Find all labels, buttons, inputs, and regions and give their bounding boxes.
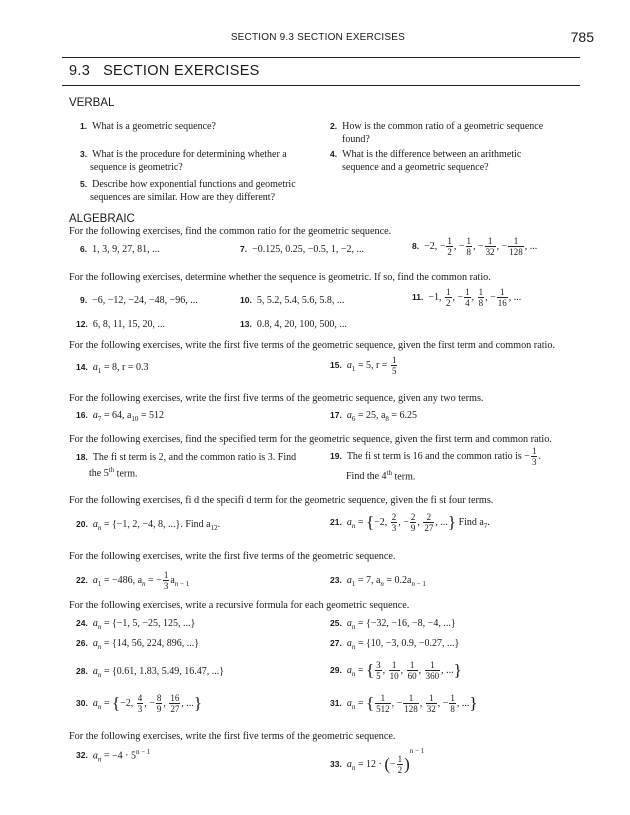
section-number: 9.3 [69, 63, 91, 79]
exercise-6: 6. 1, 3, 9, 27, 81, ... [80, 244, 160, 255]
exercise-30: 30. $a_n = \{-2$, $\frac{4}{3}$ , − $\frac{8}{9}$ , $\frac{16}{27}$ , ...} [76, 693, 203, 714]
exercise-14: 14. $a_1 = 8$, r = 0.3 [76, 362, 149, 375]
running-header [0, 29, 630, 48]
exercise-13: 13. 0.8, 4, 20, 100, 500, ... [240, 319, 347, 330]
title-rule [62, 85, 580, 86]
instruction-4: For the following exercises, write the first five terms of the geometric sequence, given any two terms. [69, 393, 484, 404]
exercise-22: 22. $a_1 = -486$, $a_n$ = − $\frac{1}{3}$ $a_{n - 1}$ [76, 570, 190, 591]
exercise-1: 1. What is a geometric sequence? [80, 121, 216, 132]
exercise-12: 12. 6, 8, 11, 15, 20, ... [76, 319, 165, 330]
instruction-9: For the following exercises, write the first five terms of the geometric sequence. [69, 731, 396, 742]
instruction-1: For the following exercises, find the common ratio for the geometric sequence. [69, 226, 392, 237]
exercise-15: 15. $a_1 = 5$, r = $\frac{1}{5}$ [330, 355, 397, 376]
exercise-27: 27. $a_n = \{10$, −3, 0.9, −0.27, ...} [330, 638, 460, 651]
header-rule [62, 57, 580, 58]
exercise-10: 10. 5, 5.2, 5.4, 5.6, 5.8, ... [240, 295, 345, 306]
exercise-19: 19. The fi st term is 16 and the common ratio is − $\frac{1}{3}$ . Find the 4th term. [330, 446, 541, 483]
page-number: 785 [570, 29, 594, 45]
exercise-5: 5. Describe how exponential functions and geometric sequences are similar. How are they different? [80, 179, 296, 203]
instruction-5: For the following exercises, find the specified term for the geometric sequence, given the first term and common ratio. [69, 434, 552, 445]
exercise-4: 4. What is the difference between an arithmetic sequence and a geometric sequence? [330, 149, 522, 173]
instruction-2: For the following exercises, determine whether the sequence is geometric. If so, find the common ratio. [69, 272, 491, 283]
exercise-31: 31. $a_n$ = { $\frac{1}{512}$ , − $\frac{1}{128}$ , $\frac{1}{32}$ , − $\frac{1}{8}$ , ...} [330, 693, 478, 714]
exercise-3: 3. What is the procedure for determining whether a sequence is geometric? [80, 149, 287, 173]
exercise-24: 24. $a_n = \{-1$, 5, −25, 125, ...} [76, 618, 196, 631]
exercise-7: 7. −0.125, 0.25, −0.5, 1, −2, ... [240, 244, 365, 255]
exercise-9: 9. −6, −12, −24, −48, −96, ... [80, 295, 198, 306]
exercise-25: 25. $a_n = \{-32$, −16, −8, −4, ...} [330, 618, 456, 631]
instruction-8: For the following exercises, write a recursive formula for each geometric sequence. [69, 600, 410, 611]
instruction-6: For the following exercises, fi d the specifi d term for the geometric sequence, given the fi st four terms. [69, 495, 494, 506]
exercise-29: 29. $a_n$ = { $\frac{3}{5}$ , $\frac{1}{10}$ , $\frac{1}{60}$ , $\frac{1}{360}$ , ...} [330, 660, 462, 681]
exercise-21: 21. $a_n = \{-2$, $\frac{2}{3}$ , − $\frac{2}{9}$ , $\frac{2}{27}$ , ...} Find $a_7$. [330, 512, 490, 533]
exercise-2: 2. How is the common ratio of a geometric sequence found? [330, 121, 544, 145]
section-title: SECTION EXERCISES [103, 63, 260, 79]
exercise-11: 11. −1, $\frac{1}{2}$ , − $\frac{1}{4}$ , $\frac{1}{8}$ , − $\frac{1}{16}$ , ... [412, 287, 522, 308]
exercise-8: 8. −2, − $\frac{1}{2}$ , − $\frac{1}{8}$ , − $\frac{1}{32}$ , − $\frac{1}{128}$ , ... [412, 236, 538, 257]
instruction-3: For the following exercises, write the first five terms of the geometric sequence, given the first term and common ratio. [69, 340, 556, 351]
exercise-23: 23. $a_1 = 7$, $a_n = 0.2a_{n - 1}$ [330, 575, 426, 588]
exercise-32: 32. $a_n = -4 \cdot 5^{n - 1}$ [76, 748, 151, 764]
exercise-26: 26. $a_n = \{14$, 56, 224, 896, ...} [76, 638, 200, 651]
exercise-17: 17. $a_6 = 25$, $a_8 = 6.25$ [330, 410, 418, 423]
instruction-7: For the following exercises, write the first five terms of the geometric sequence. [69, 551, 396, 562]
exercise-33: 33. $a_n = 12$ · (− $\frac{1}{2}$ )$^{n - 1}$ [330, 747, 425, 776]
exercise-20: 20. $a_n = \{-1$, 2, −4, 8, ...}. Find $a_{12}$. [76, 519, 221, 532]
algebraic-heading: ALGEBRAIC [69, 213, 135, 225]
exercise-28: 28. $a_n = \{0.61$, 1.83, 5.49, 16.47, ...} [76, 666, 225, 679]
section-label: SECTION 9.3 SECTION EXERCISES [230, 32, 405, 43]
verbal-heading: VERBAL [69, 97, 115, 109]
page-title [69, 63, 260, 79]
exercise-16: 16. $a_7 = 64$, $a_{10} = 512$ [76, 410, 165, 423]
exercise-18: 18. The fi st term is 2, and the common ratio is 3. Find the 5th term. [76, 452, 297, 480]
